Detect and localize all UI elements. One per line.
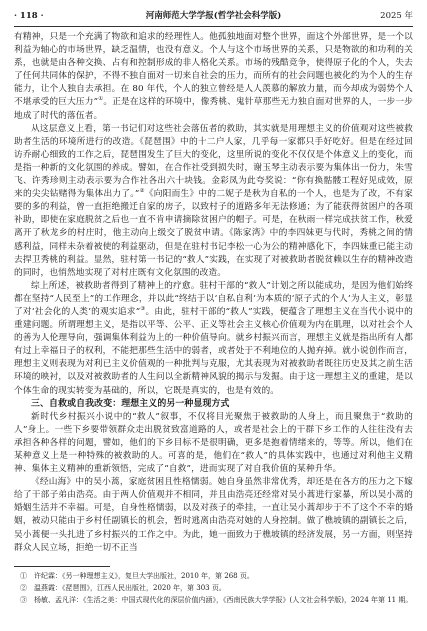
paragraph-3: 综上所述，被救助者得到了精神上的疗愈。驻村干部的“救人”计划之所以能成功，是因为他们始终都在坚持“人民至上”的工作理念，并以此“终结于以‘自私自利’为本质的‘原子式的个人’为人主义，彰显了对‘社会化的人类’的观实追求”③。由此，驻村干部的“救人”实践，便蕴含了理想主义在当代小说中的重建问题。所谓理想主义，是指以平等、公平、正义等社会主义核心价值观为内在肌理，以对社会个人的善为人伦理导向，强调集体利益为上的一种价值导向。就乡村振兴而言，理想主义就是指出所有人都有过上幸福日子的权利，不能把那些生活中的弱者，或者处于不利地位的人抛弃掉。就小说创作而言，理想主义则表现为对利已主义价值观的一种批判与克服，尤其表现为对被救助者既往历史及其之前生活环境的映衬，以及对被救助者的人生问以全新精神风貌的揭示与发掘。由于这一理想主义的重建，是以个体生命的现实转变为基础的，所以，它既是真实的，也是有效的。 bbox=[14, 280, 413, 396]
paragraph-4: 新时代乡村振兴小说中的“救人”叙事，不仅将目光聚焦于被救助的人身上，而且聚焦于“救助的人”身上。一些下乡要带领群众走出脱贫致富道路的人，或者是社会上的干群下乡工作的人往往没有去承担各种各样的问题，譬如，他们的下乡目标不是很明确，更多是抱着情绪来的，等等。所以，他们在某种意义上是一种特殊的被救助的人。可喜的是，他们在“救人”的具体实践中，也通过对利他主义精神、集体主义精神的重新领悟，完成了“自救”，进而实现了对自我价值的某种升华。 bbox=[14, 411, 413, 475]
footnote-3: ③ 杨敏、孟凡洋：《生活之美：中国式现代化的深层价值内涵》，《西南民族大学学报》(人文社会科学版)，2024 年第 11 期。 bbox=[20, 596, 413, 604]
footnote-2: ② 温燕霞：《琵琶围》，江西人民出版社，2020 年，第 303 页。 bbox=[20, 584, 226, 592]
footnote-rule bbox=[14, 566, 110, 567]
article-body bbox=[14, 31, 413, 561]
journal-title: 河南师范大学学报(哲学社会科学版) bbox=[145, 11, 282, 21]
section-heading: 三、自救或自我改变：理想主义的另一种显现方式 bbox=[31, 398, 230, 409]
footnotes bbox=[14, 570, 413, 606]
publication-year: 2025 年 bbox=[380, 11, 413, 21]
page-number: · 118 · bbox=[14, 11, 44, 21]
footnote-ref-1[interactable]: ① bbox=[98, 96, 104, 103]
footnote-ref-2[interactable]: ② bbox=[139, 188, 145, 195]
paragraph-5: 《经山海》中的吴小蒿，家庭贫困且性格懦弱。她自身虽然非常优秀，却还是在各方的压力之下嫁给了干部子弟由浩亮。由于两人价值观并不相同，并且由浩亮还经常对吴小蒿进行家暴，所以吴小蒿的婚姻生活并不幸福。可是，自身性格懦弱，以及对孩子的牵挂，一直让吴小蒿却步于不了这个不幸的婚姻，被动只能由于乡村任副镇长的机会，暂时逃离由浩亮对她的人身控制。做了樵坡镇的副镇长之后，吴小蒿便一头扎进了乡村振兴的工作之中。为此，她一面致力于樵坡镇的经济发展，另一方面，则坚持群众人民立场，拒绝一切不正当 bbox=[14, 477, 413, 553]
paragraph-2: 从这层意义上看，第一书记们对这些社会落伍者的救助，其实就是用理想主义的价值观对这些被救助者生活的环境所进行的改造。《琵琶围》中的十二户人家，几乎每一家都只手好吃好。但是在经过回访乔耐心细致的工作之后，琵琶围发生了巨大的变化，这里所说的变化不仅仅是个体意义上的变化，而是指一种新的文化氛围的养成。譬如，在合作社受到损失时，谢玉琴主动表示要为集体出一份力，朱雪飞、许秀珍则主动表示要为合作社各出六十块钱。金彩凤为此夸奖说：“你有换骷髅工程好见成效，原来的尖尖钻赌得为集体出力了。”②《向阳而生》中的二妮子是秋为自私的一个人，也是为了改，不有家要的多的利益，曾一直拒绝搬迁自家的房子，以致村子的道路多年无法修通；为了能获得贫困户的各项补助，即使在家庭脱贫之后也一直不肯申请摘除贫困户的帽子。可是，在秋雨一样完成扶贫工作，秋爱离开了秋龙乡的村庄时，他主动向上级交了脱贫申请。《陈家湾》中的李四妹更与代时，秀桃之间的情感利益，同样未杂着被使的利益驱动，但是在驻村书记李松一心为公的精神感化下，李四妹重已能主动去捍卫秀桃的利益。显然，驻村第一书记的“救人”实践，在实现了对被救助者脱贫赖以生存的精神改造的同时，也悄然地实现了对村庄既有文化氛围的改造。 bbox=[14, 123, 413, 278]
footnote-1: ① 许纪霖：《另一种理想主义》，复旦大学出版社，2010 年，第 268 页。 bbox=[20, 572, 254, 580]
footnote-ref-3[interactable]: ③ bbox=[140, 306, 146, 313]
paragraph-1: 有精神，只是一个充满了物欲和追求的经理性人。他孤独地面对整个世界，面这个外部世界，是一个以利益为轴心的市场世界，缺乏温情，也没有意义。个人与这个市场世界的关系，只是物欲的和功利的关系，也就是由各种交换、占有和控制形成的非人格化关系。市场的残酷竞争，使得原子化的个人，失去了任何共同体的保护，不得不独自面对一切来自社会的压力，而所有的社会问题也被化约为个人的生存能力，让个人独自去承担。在 80 年代，个人的独立曾经是人人羡慕的解放力量，而今却成为弱势个人不堪承受的巨大压力”①。正是在这样的环境中，像秀桃、鬼针草那些无力独自面对世界的人，一步一步地成了时代的落伍者。 bbox=[14, 32, 413, 121]
running-header bbox=[14, 8, 413, 24]
header-rule bbox=[14, 26, 413, 27]
